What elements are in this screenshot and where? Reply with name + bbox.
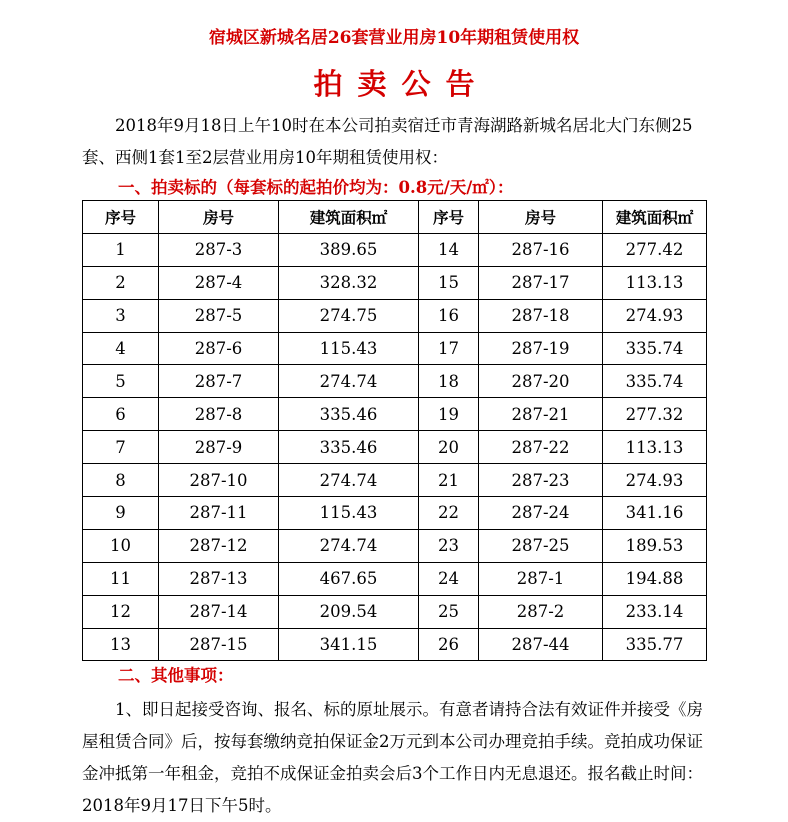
cell-room-right: 287-23	[479, 464, 603, 497]
cell-area-left: 274.75	[279, 299, 419, 332]
header-area-right: 建筑面积㎡	[603, 201, 707, 234]
cell-index-left: 10	[83, 529, 159, 562]
cell-room-left: 287-7	[159, 365, 279, 398]
cell-index-right: 22	[419, 497, 479, 530]
header-area-left: 建筑面积㎡	[279, 201, 419, 234]
cell-area-right: 189.53	[603, 529, 707, 562]
cell-index-right: 24	[419, 562, 479, 595]
cell-room-right: 287-20	[479, 365, 603, 398]
cell-index-left: 11	[83, 562, 159, 595]
cell-area-left: 335.46	[279, 431, 419, 464]
cell-index-right: 21	[419, 464, 479, 497]
table-row	[83, 266, 707, 299]
cell-room-right: 287-44	[479, 628, 603, 661]
header-room-left: 房号	[159, 201, 279, 234]
section-auction-lots: 一、拍卖标的（每套标的起拍价均为：0.8元/天/㎡）：	[118, 178, 514, 197]
header-index-right: 序号	[419, 201, 479, 234]
table-row	[83, 628, 707, 661]
cell-index-left: 6	[83, 398, 159, 431]
announcement-heading: 拍卖公告	[313, 67, 490, 101]
cell-room-right: 287-17	[479, 266, 603, 299]
table-row	[83, 562, 707, 595]
cell-room-right: 287-2	[479, 595, 603, 628]
intro-paragraph: 2018年9月18日上午10时在本公司拍卖宿迁市青海湖路新城名居北大门东侧25套、西侧1套1至2层营业用房10年期租赁使用权：	[82, 116, 693, 167]
table-row	[83, 464, 707, 497]
cell-index-left: 2	[83, 266, 159, 299]
cell-room-left: 287-9	[159, 431, 279, 464]
cell-index-left: 8	[83, 464, 159, 497]
cell-room-right: 287-25	[479, 529, 603, 562]
cell-index-left: 7	[83, 431, 159, 464]
header-room-right: 房号	[479, 201, 603, 234]
cell-area-right: 335.74	[603, 365, 707, 398]
cell-index-right: 16	[419, 299, 479, 332]
cell-area-left: 274.74	[279, 529, 419, 562]
lots-table	[82, 200, 707, 661]
cell-index-right: 23	[419, 529, 479, 562]
cell-room-right: 287-1	[479, 562, 603, 595]
cell-index-right: 25	[419, 595, 479, 628]
cell-area-left: 274.74	[279, 464, 419, 497]
cell-area-right: 113.13	[603, 431, 707, 464]
table-row	[83, 332, 707, 365]
cell-area-right: 335.77	[603, 628, 707, 661]
cell-area-right: 274.93	[603, 464, 707, 497]
table-row	[83, 398, 707, 431]
cell-room-left: 287-13	[159, 562, 279, 595]
section-other-matters: 二、其他事项：	[118, 666, 234, 685]
cell-area-right: 341.16	[603, 497, 707, 530]
table-row	[83, 365, 707, 398]
document-title: 宿城区新城名居26套营业用房10年期租赁使用权	[208, 28, 580, 48]
cell-area-left: 115.43	[279, 332, 419, 365]
cell-room-right: 287-18	[479, 299, 603, 332]
cell-room-left: 287-4	[159, 266, 279, 299]
cell-index-left: 1	[83, 233, 159, 266]
cell-area-right: 194.88	[603, 562, 707, 595]
cell-room-left: 287-11	[159, 497, 279, 530]
cell-index-right: 20	[419, 431, 479, 464]
table-body	[83, 233, 707, 661]
cell-area-right: 274.93	[603, 299, 707, 332]
header-index-left: 序号	[83, 201, 159, 234]
cell-area-right: 277.32	[603, 398, 707, 431]
cell-area-right: 277.42	[603, 233, 707, 266]
note-1: 1、即日起接受咨询、报名、标的原址展示。有意者请持合法有效证件并接受《房屋租赁合同》后，按每套缴纳竞拍保证金2万元到本公司办理竞拍手续。竞拍成功保证金冲抵第一年租金，竞拍不成保证金拍卖会后3个工作日内无息退还。报名截止时间：2018年9月17日下午5时。	[82, 700, 703, 815]
cell-area-left: 335.46	[279, 398, 419, 431]
cell-index-right: 14	[419, 233, 479, 266]
table-row	[83, 497, 707, 530]
cell-index-left: 4	[83, 332, 159, 365]
cell-room-left: 287-8	[159, 398, 279, 431]
cell-room-left: 287-14	[159, 595, 279, 628]
table-header-row	[83, 201, 707, 234]
cell-room-right: 287-16	[479, 233, 603, 266]
cell-index-right: 18	[419, 365, 479, 398]
cell-index-right: 19	[419, 398, 479, 431]
cell-room-left: 287-15	[159, 628, 279, 661]
cell-index-right: 26	[419, 628, 479, 661]
cell-index-left: 9	[83, 497, 159, 530]
cell-room-right: 287-19	[479, 332, 603, 365]
cell-room-right: 287-24	[479, 497, 603, 530]
cell-index-right: 17	[419, 332, 479, 365]
cell-area-right: 335.74	[603, 332, 707, 365]
cell-area-left: 467.65	[279, 562, 419, 595]
cell-room-left: 287-6	[159, 332, 279, 365]
cell-index-left: 13	[83, 628, 159, 661]
cell-area-left: 209.54	[279, 595, 419, 628]
cell-area-left: 389.65	[279, 233, 419, 266]
cell-index-left: 3	[83, 299, 159, 332]
cell-area-left: 274.74	[279, 365, 419, 398]
cell-area-right: 233.14	[603, 595, 707, 628]
cell-room-left: 287-3	[159, 233, 279, 266]
cell-area-left: 341.15	[279, 628, 419, 661]
cell-room-right: 287-21	[479, 398, 603, 431]
table-row	[83, 431, 707, 464]
table-row	[83, 299, 707, 332]
cell-room-left: 287-10	[159, 464, 279, 497]
cell-index-left: 5	[83, 365, 159, 398]
cell-area-right: 113.13	[603, 266, 707, 299]
table-row	[83, 529, 707, 562]
cell-room-right: 287-22	[479, 431, 603, 464]
cell-index-right: 15	[419, 266, 479, 299]
table-row	[83, 595, 707, 628]
table-row	[83, 233, 707, 266]
cell-room-left: 287-12	[159, 529, 279, 562]
cell-index-left: 12	[83, 595, 159, 628]
cell-room-left: 287-5	[159, 299, 279, 332]
cell-area-left: 328.32	[279, 266, 419, 299]
cell-area-left: 115.43	[279, 497, 419, 530]
